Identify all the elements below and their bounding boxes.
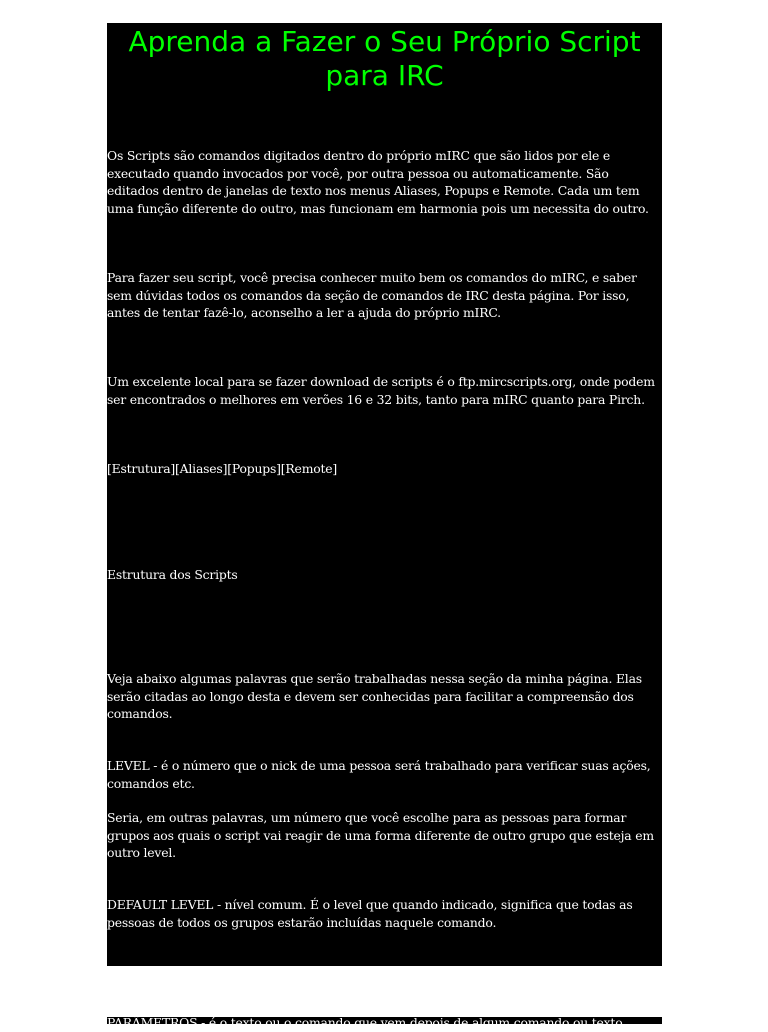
intro-paragraph: Os Scripts são comandos digitados dentro do próprio mIRC que são lidos por ele e executado quando invocados por você, por outra pessoa ou automaticamente. São editados dentro de janelas de texto nos menus Aliases, Popups e Remote. Cada um tem uma função diferente do outro, mas funcionam em harmonia pois um necessita do outro. — [107, 148, 649, 216]
estrutura-heading: Estrutura dos Scripts — [107, 567, 238, 582]
conhecer-paragraph: Para fazer seu script, você precisa conhecer muito bem os comandos do mIRC, e saber sem dúvidas todos os comandos da seção de comandos de IRC desta página. Por isso, antes de tentar fazê-lo, aconselho a ler a ajuda do próprio mIRC. — [107, 270, 637, 320]
nav-link-remote[interactable]: [Remote] — [280, 461, 338, 476]
nav-link-estrutura[interactable]: [Estrutura] — [107, 461, 176, 476]
parametros-definition: PARÂMETROS - é o texto ou o comando que vem depois de algum comando ou texto — [107, 1015, 623, 1030]
palavras-paragraph: Veja abaixo algumas palavras que serão trabalhadas nessa seção da minha página. Elas serão citadas ao longo desta e devem ser conhecidas para facilitar a compreensão dos comandos. — [107, 671, 642, 721]
next-page-fragment — [107, 1015, 662, 1030]
page-title: Aprenda a Fazer o Seu Próprio Script para IRC — [128, 25, 641, 92]
seria-paragraph: Seria, em outras palavras, um número que você escolhe para as pessoas para formar grupos aos quais o script vai reagir de uma forma diferente de outro grupo que esteja em outro level. — [107, 810, 654, 860]
download-paragraph: Um excelente local para se fazer download de scripts é o ftp.mircscripts.org, onde podem ser encontrados o melhores em verões 16 e 32 bits, tanto para mIRC quanto para Pirch. — [107, 374, 655, 407]
document-page — [107, 23, 662, 966]
default-level-definition: DEFAULT LEVEL - nível comum. É o level que quando indicado, significa que todas as pessoas de todos os grupos estarão incluídas naquele comando. — [107, 897, 633, 930]
nav-link-popups[interactable]: [Popups] — [227, 461, 281, 476]
level-definition: LEVEL - é o número que o nick de uma pessoa será trabalhado para verificar suas ações, comandos etc. — [107, 758, 651, 791]
nav-link-aliases[interactable]: [Aliases] — [175, 461, 228, 476]
section-nav — [107, 460, 659, 478]
